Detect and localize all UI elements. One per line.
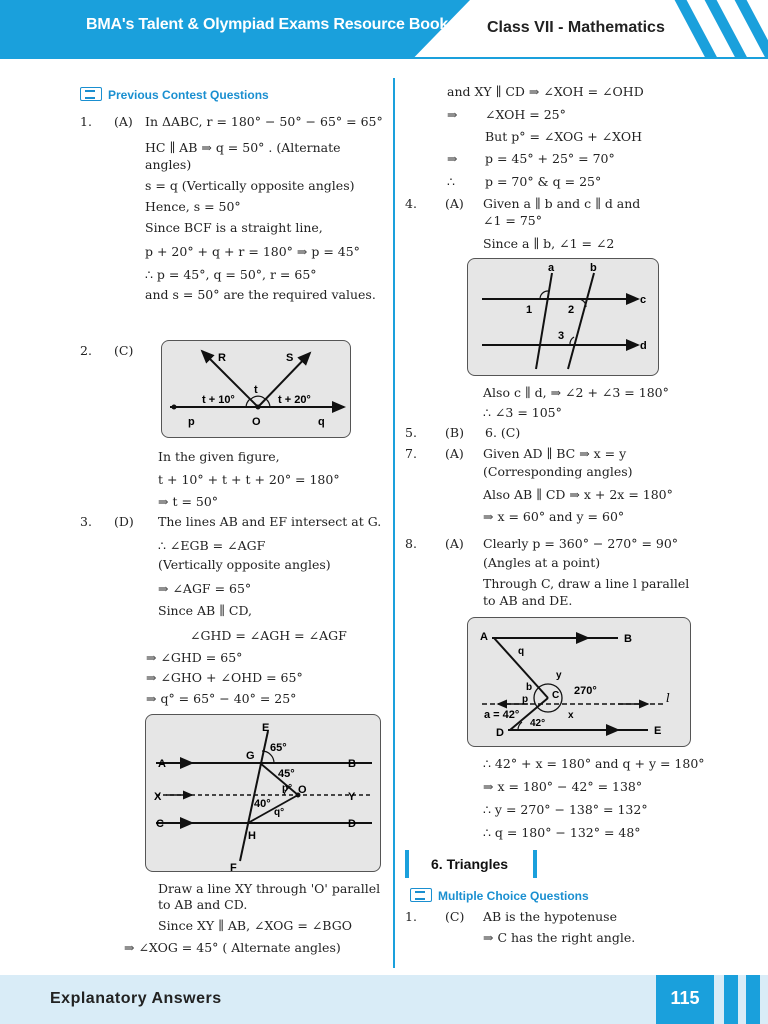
q1-line: ∴ p = 45°, q = 50°, r = 65°	[145, 267, 317, 282]
q8-line: Clearly p = 360° − 270° = 90°	[483, 536, 679, 551]
pointing-hand-icon	[410, 888, 432, 902]
label-p: p	[188, 416, 195, 428]
q4-line: ∴ ∠3 = 105°	[483, 405, 562, 420]
svg-text:2: 2	[568, 304, 575, 316]
svg-text:1: 1	[526, 304, 533, 316]
svg-text:q°: q°	[274, 807, 285, 818]
r-line: p = 45° + 25° = 70°	[485, 151, 615, 166]
svg-text:a = 42°: a = 42°	[484, 709, 520, 721]
q8-line: to AB and DE.	[483, 593, 573, 608]
q8-line: ⇒ x = 180° − 42° = 138°	[483, 779, 643, 794]
r-line: But p° = ∠XOG + ∠XOH	[485, 129, 643, 144]
q1-line: Since BCF is a straight line,	[145, 220, 323, 235]
mc1-line: AB is the hypotenuse	[483, 909, 617, 924]
q3-number: 3.	[80, 514, 92, 529]
q7-answer: (A)	[445, 446, 464, 461]
q3-line: ⇒ ∠GHO + ∠OHD = 65°	[146, 670, 303, 685]
svg-text:E: E	[654, 725, 662, 737]
footer-stripe	[746, 975, 760, 1024]
q8-line: ∴ y = 270° − 138° = 132°	[483, 802, 648, 817]
q5-number: 5.	[405, 425, 417, 440]
class-title: Class VII - Mathematics	[487, 19, 665, 36]
svg-text:C: C	[156, 818, 164, 830]
q3-line: ⇒ ∠AGF = 65°	[158, 581, 252, 596]
q2-number: 2.	[80, 343, 92, 358]
q2-line: In the given figure,	[158, 449, 280, 464]
svg-text:E: E	[262, 722, 270, 734]
svg-text:42°: 42°	[530, 718, 546, 729]
page-header	[0, 0, 768, 58]
q3-line: Draw a line XY through 'O' parallel	[158, 881, 381, 896]
svg-text:x: x	[568, 710, 574, 721]
label-t10: t + 10°	[202, 394, 235, 406]
q4-line: Given a ∥ b and c ∥ d and	[483, 196, 641, 211]
q3-line: ∠GHD = ∠AGH = ∠AGF	[190, 628, 347, 643]
page-number-box	[656, 975, 714, 1024]
svg-text:C: C	[552, 690, 560, 701]
svg-text:A: A	[480, 631, 488, 643]
figure-q8	[467, 617, 691, 747]
svg-text:3: 3	[558, 330, 565, 342]
q1-number: 1.	[80, 114, 92, 129]
q3-line: ⇒ ∠GHD = 65°	[146, 650, 243, 665]
q1-line: Hence, s = 50°	[145, 199, 241, 214]
r-line: ⇒	[447, 151, 458, 166]
label-s: S	[286, 352, 294, 364]
q7-line: Also AB ∥ CD ⇒ x + 2x = 180°	[483, 487, 673, 502]
svg-text:D: D	[348, 818, 356, 830]
svg-text:45°: 45°	[278, 768, 295, 780]
figure-q2	[161, 340, 351, 438]
label-r: R	[218, 352, 226, 364]
svg-text:X: X	[154, 791, 162, 803]
figure-q3	[145, 714, 381, 872]
q8-line: Through C, draw a line l parallel	[483, 576, 690, 591]
q8-line: ∴ 42° + x = 180° and q + y = 180°	[483, 756, 705, 771]
section-previous-contest: Previous Contest Questions	[80, 87, 269, 102]
q1-line: p + 20° + q + r = 180° ⇒ p = 45°	[145, 244, 360, 259]
section-triangles: 6. Triangles	[405, 850, 537, 878]
mc1-line: ⇒ C has the right angle.	[483, 930, 636, 945]
footer-stripe	[724, 975, 738, 1024]
q7-number: 7.	[405, 446, 417, 461]
r-line: ∠XOH = 25°	[485, 107, 566, 122]
q5-answer: (B)	[445, 425, 464, 440]
q7-line: ⇒ x = 60° and y = 60°	[483, 509, 625, 524]
q8-number: 8.	[405, 536, 417, 551]
q7-line: (Corresponding angles)	[483, 464, 633, 479]
q8-answer: (A)	[445, 536, 464, 551]
q1-line: HC ∥ AB ⇒ q = 50° . (Alternate	[145, 140, 341, 155]
q7-line: Given AD ∥ BC ⇒ x = y	[483, 446, 627, 461]
book-title: BMA's Talent & Olympiad Exams Resource Book	[86, 16, 449, 33]
svg-text:y: y	[556, 670, 562, 681]
q1-line: and s = 50° are the required values.	[145, 287, 376, 302]
footer-label: Explanatory Answers	[50, 990, 222, 1007]
svg-text:b: b	[526, 682, 533, 693]
q3-line: Since AB ∥ CD,	[158, 603, 253, 618]
svg-text:65°: 65°	[270, 742, 287, 754]
q3-line: The lines AB and EF intersect at G.	[158, 514, 382, 529]
q1-line: In ΔABC, r = 180° − 50° − 65° = 65°	[145, 114, 383, 129]
q3-line: (Vertically opposite angles)	[158, 557, 331, 572]
q1-line: s = q (Vertically opposite angles)	[145, 178, 355, 193]
page-number: 115	[670, 988, 700, 1008]
q3-line: ∴ ∠EGB = ∠AGF	[158, 538, 266, 553]
q3-line: Since XY ∥ AB, ∠XOG = ∠BGO	[158, 918, 352, 933]
pointing-hand-icon	[80, 87, 102, 101]
q4-number: 4.	[405, 196, 417, 211]
q1-line: angles)	[145, 157, 192, 172]
page-footer	[0, 975, 768, 1024]
q4-answer: (A)	[445, 196, 464, 211]
label-o: O	[252, 416, 261, 428]
svg-text:40°: 40°	[254, 798, 271, 810]
section-mcq: Multiple Choice Questions	[410, 888, 589, 903]
svg-text:p°: p°	[282, 783, 293, 794]
q3-line: to AB and CD.	[158, 897, 248, 912]
q2-line: ⇒ t = 50°	[158, 494, 219, 509]
svg-text:l: l	[666, 691, 670, 705]
svg-text:G: G	[246, 750, 255, 762]
svg-text:O: O	[298, 784, 307, 796]
svg-text:B: B	[348, 758, 356, 770]
q8-line: ∴ q = 180° − 132° = 48°	[483, 825, 641, 840]
mc1-answer: (C)	[445, 909, 465, 924]
header-rule	[0, 57, 768, 59]
svg-text:Y: Y	[348, 791, 356, 803]
svg-text:270°: 270°	[574, 685, 597, 697]
label-t: t	[254, 384, 258, 396]
svg-text:p: p	[522, 694, 529, 705]
r-line: and XY ∥ CD ⇒ ∠XOH = ∠OHD	[447, 84, 644, 99]
r-line: p = 70° & q = 25°	[485, 174, 602, 189]
q6-line: 6. (C)	[485, 425, 521, 440]
label-t20: t + 20°	[278, 394, 311, 406]
svg-text:b: b	[590, 262, 597, 274]
q3-answer: (D)	[114, 514, 134, 529]
svg-text:a: a	[548, 262, 555, 274]
svg-text:d: d	[640, 340, 647, 352]
svg-text:c: c	[640, 294, 647, 306]
q4-line: ∠1 = 75°	[483, 213, 543, 228]
q3-line: ⇒ q° = 65° − 40° = 25°	[146, 691, 297, 706]
svg-text:H: H	[248, 830, 256, 842]
q1-answer: (A)	[114, 114, 133, 129]
svg-text:A: A	[158, 758, 166, 770]
figure-q4	[467, 258, 659, 376]
svg-text:B: B	[624, 633, 632, 645]
q8-line: (Angles at a point)	[483, 555, 601, 570]
q4-line: Also c ∥ d, ⇒ ∠2 + ∠3 = 180°	[483, 385, 669, 400]
column-divider	[393, 78, 395, 968]
label-q: q	[318, 416, 325, 428]
r-line: ⇒	[447, 107, 458, 122]
q3-line: ⇒ ∠XOG = 45° ( Alternate angles)	[124, 940, 341, 955]
mc1-number: 1.	[405, 909, 417, 924]
svg-text:D: D	[496, 727, 504, 739]
q4-line: Since a ∥ b, ∠1 = ∠2	[483, 236, 615, 251]
q2-line: t + 10° + t + t + 20° = 180°	[158, 472, 340, 487]
svg-text:F: F	[230, 862, 237, 871]
q2-answer: (C)	[114, 343, 134, 358]
r-line: ∴	[447, 174, 455, 189]
svg-text:q: q	[518, 646, 525, 657]
